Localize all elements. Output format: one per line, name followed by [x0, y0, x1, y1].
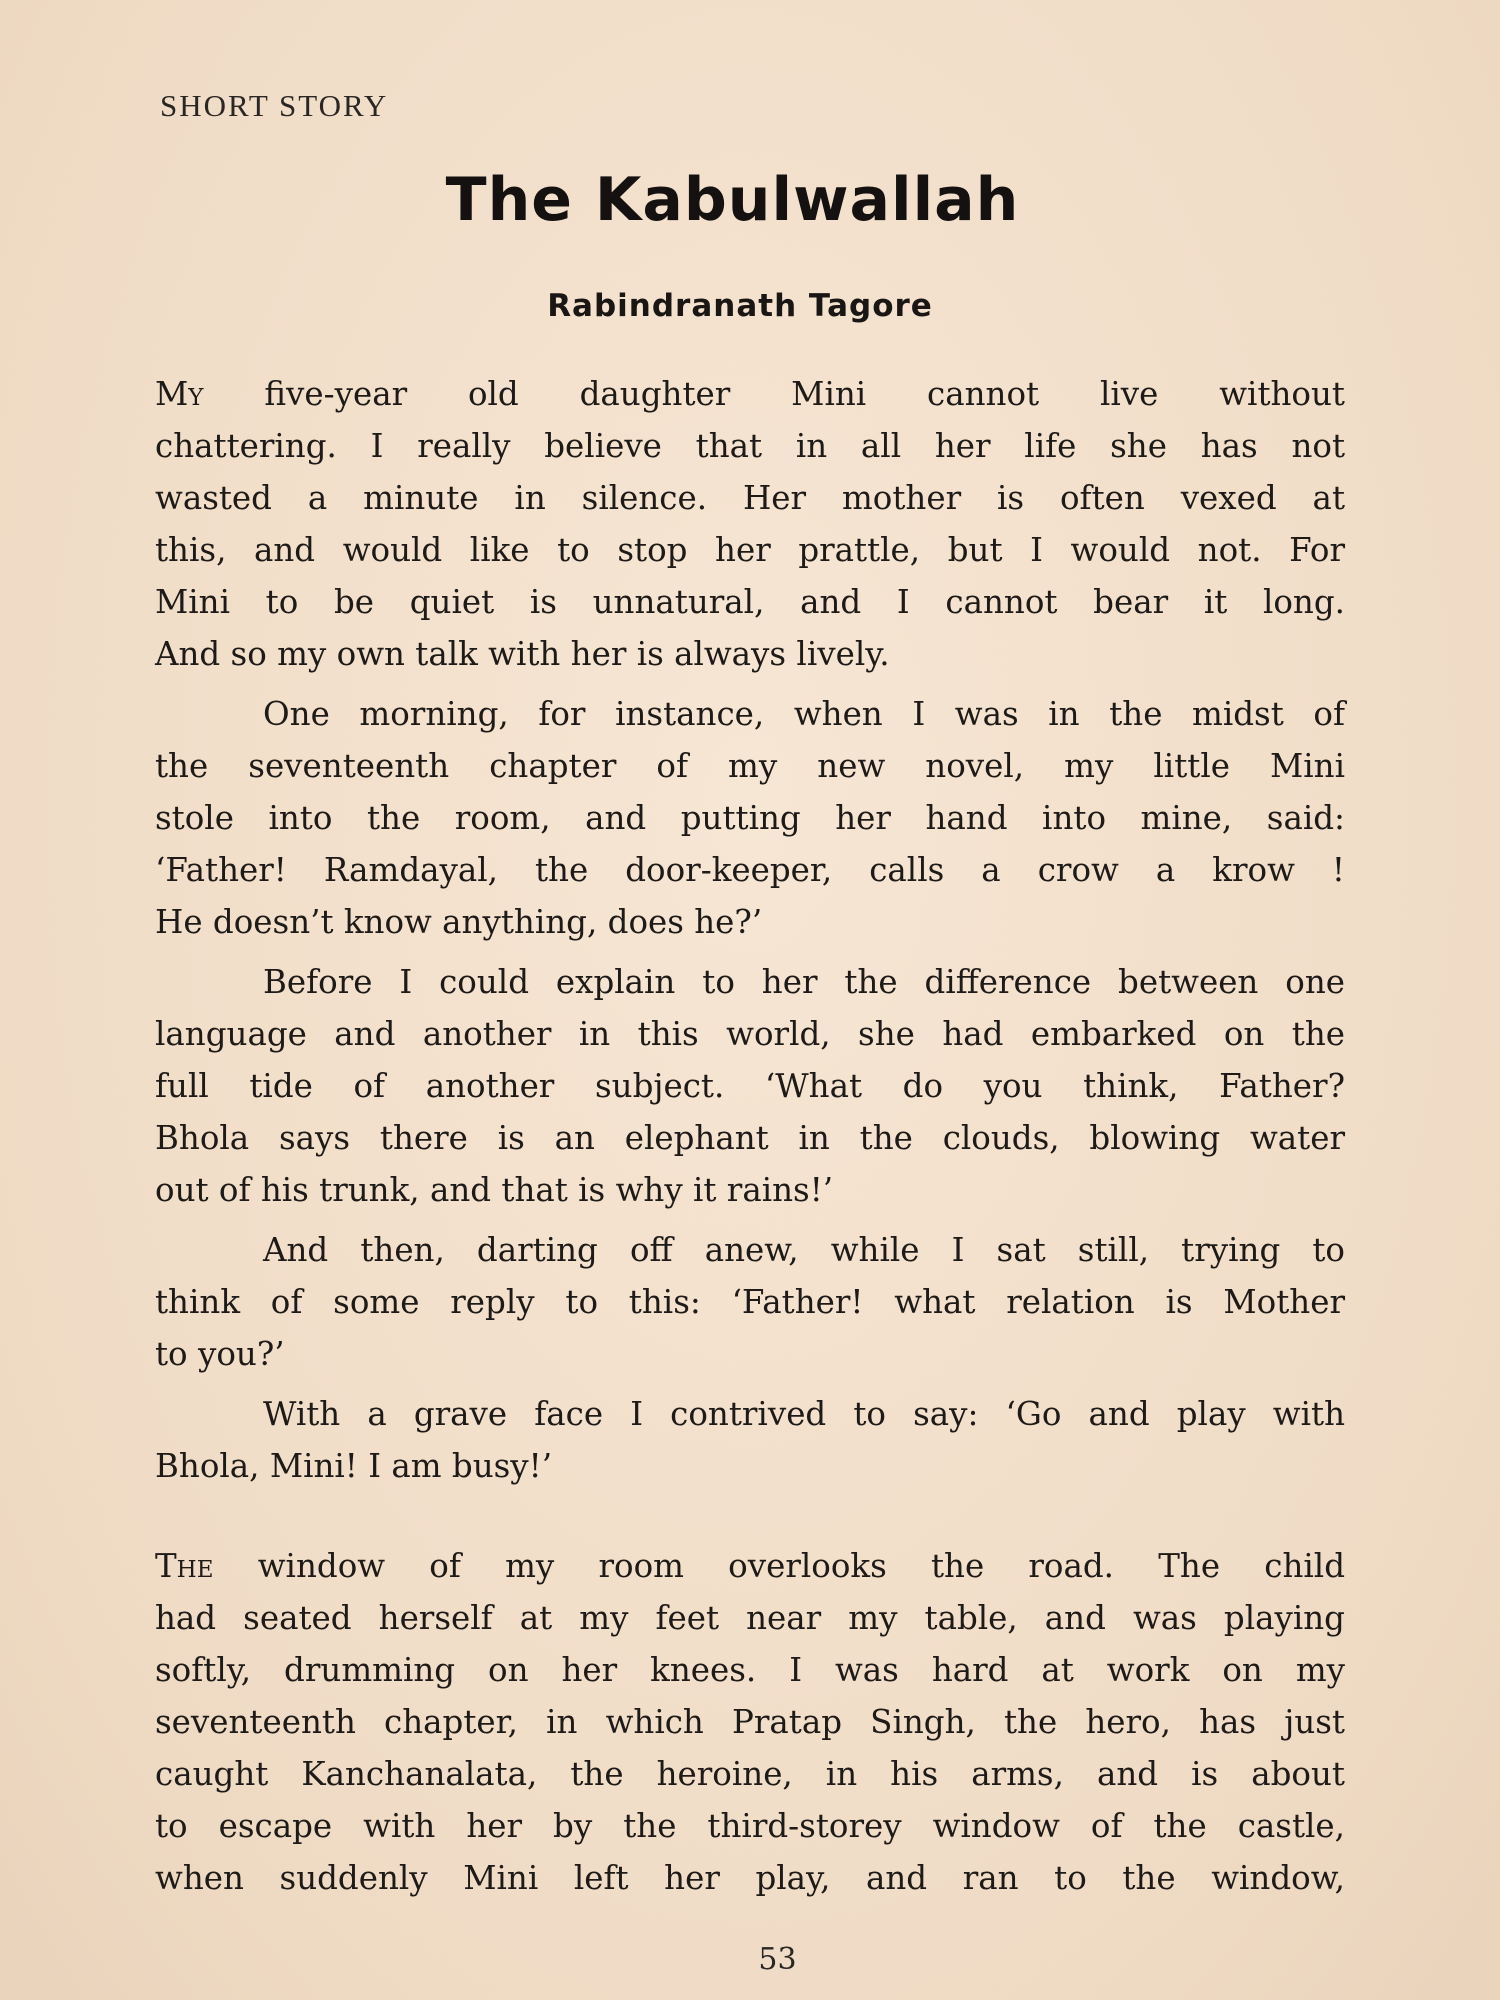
text-line: the seventeenth chapter of my new novel, my little Mini [155, 747, 1345, 785]
section-label: SHORT STORY [160, 88, 389, 123]
text-line: softly, drumming on her knees. I was hard at work on my [155, 1651, 1345, 1689]
text-line: stole into the room, and putting her hand into mine, said: [155, 799, 1345, 837]
paragraph [155, 688, 1345, 948]
text-line: ‘Father! Ramdayal, the door-keeper, calls a crow a krow ! [155, 851, 1345, 889]
text-line: With a grave face I contrived to say: ‘Go and play with [263, 1395, 1345, 1433]
story-title: The Kabulwallah [445, 165, 1020, 235]
text-line: seventeenth chapter, in which Pratap Singh, the hero, has just [155, 1703, 1345, 1741]
text-line: had seated herself at my feet near my table, and was playing [155, 1599, 1345, 1637]
drop-lead: My [155, 375, 204, 413]
text-line: Before I could explain to her the difference between one [263, 963, 1345, 1001]
paragraph [155, 368, 1345, 680]
paragraph [155, 1224, 1345, 1380]
paragraph [155, 1388, 1345, 1492]
text-line: And so my own talk with her is always lively. [155, 635, 890, 673]
author-name: Rabindranath Tagore [547, 288, 933, 324]
text-line: Bhola, Mini! I am busy!’ [155, 1447, 553, 1485]
text-line: One morning, for instance, when I was in the midst of [263, 695, 1345, 733]
text-line: to escape with her by the third-storey window of the castle, [155, 1807, 1345, 1845]
text-line: to you?’ [155, 1335, 285, 1373]
section-break [155, 1500, 1345, 1540]
story-body [155, 368, 1345, 1912]
text-line: The window of my room overlooks the road. The child [155, 1547, 1345, 1585]
text-line: language and another in this world, she had embarked on the [155, 1015, 1345, 1053]
text-line: And then, darting off anew, while I sat still, trying to [263, 1231, 1345, 1269]
paragraph [155, 1540, 1345, 1904]
text-line: My five-year old daughter Mini cannot live without [155, 375, 1345, 413]
text-line: out of his trunk, and that is why it rains!’ [155, 1171, 834, 1209]
text-line: wasted a minute in silence. Her mother is often vexed at [155, 479, 1345, 517]
paragraph [155, 956, 1345, 1216]
drop-lead: The [155, 1547, 214, 1585]
text-line: Mini to be quiet is unnatural, and I cannot bear it long. [155, 583, 1345, 621]
text-line: this, and would like to stop her prattle, but I would not. For [155, 531, 1345, 569]
text-line: full tide of another subject. ‘What do you think, Father? [155, 1067, 1345, 1105]
text-line: caught Kanchanalata, the heroine, in his arms, and is about [155, 1755, 1345, 1793]
page-number: 53 [758, 1942, 797, 1977]
text-line: Bhola says there is an elephant in the clouds, blowing water [155, 1119, 1345, 1157]
text-line: He doesn’t know anything, does he?’ [155, 903, 763, 941]
text-line: think of some reply to this: ‘Father! what relation is Mother [155, 1283, 1345, 1321]
text-line: when suddenly Mini left her play, and ran to the window, [155, 1859, 1345, 1897]
text-line: chattering. I really believe that in all her life she has not [155, 427, 1345, 465]
